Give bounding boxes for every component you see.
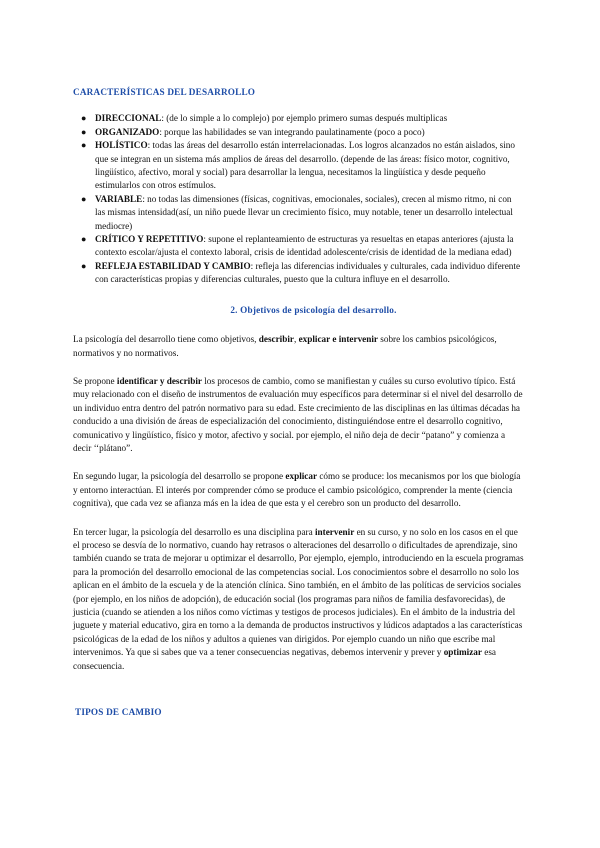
section-heading-tipos-de-cambio: TIPOS DE CAMBIO (75, 707, 162, 718)
paragraph-text: La psicología del desarrollo tiene como objetivos, (73, 334, 259, 345)
emphasis-text: describir (258, 334, 294, 345)
paragraph-objetivos (73, 333, 524, 360)
paragraph-intervenir (73, 526, 524, 673)
section-heading-objetivos: 2. Objetivos de psicología del desarrollo. (230, 304, 397, 315)
list-item-term: VARIABLE (95, 193, 143, 204)
emphasis-text: explicar (285, 471, 318, 482)
list-item (81, 260, 524, 287)
paragraph-explicar (73, 470, 524, 510)
bullet-icon: ● (81, 193, 87, 204)
list-item-text: : todas las áreas del desarrollo están interrelacionadas. Los logros alcanzados no están aislados, sino que se integran en un sistema más amplios de áreas del desarrollo. (depende de las áreas: físico motor, cognitivo, lingüístico, afectivo, moral y social) para desarrollar la lengua, necesitamos la lingüística y desde pequeño estimularlos con otros estímulos. (95, 140, 515, 191)
list-item-term: ORGANIZADO (95, 126, 160, 137)
paragraph-text: En tercer lugar, la psicología del desarrollo es una disciplina para (73, 526, 315, 537)
paragraph-text: los procesos de cambio, como se manifiestan y cuáles su curso evolutivo típico. Está muy relacionado con el diseño de instrumentos de evaluación muy específicos para determinar si el nivel del desarrollo de un individuo entra dentro del patrón normativo para su edad. Este crecimiento de las disciplinas en las últimas décadas ha conducido a una división de áreas de especialización del conocimiento, distinguiéndose entre el desarrollo cognitivo, comunicativo y lingüístico, físico y motor, afectivo y social. por ejemplo, el niño deja de decir “patano” y comienza a decir ‘‘plátano”. (73, 375, 523, 453)
paragraph-text: En segundo lugar, la psicología del desarrollo se propone (73, 471, 286, 482)
bullet-icon: ● (81, 140, 87, 151)
bullet-icon: ● (81, 113, 87, 124)
list-item (81, 193, 524, 233)
emphasis-text: explicar e intervenir (298, 334, 378, 345)
characteristics-list (73, 112, 524, 286)
paragraph-text: en su curso, y no solo en los casos en el que el proceso se desvía de lo normativo, cuando hay retrasos o alteraciones del desarrollo o dificultades de aprendizaje, sino también cuando se trata de mejorar u optimizar el desarrollo, Por ejemplo, ejemplo, introduciendo en la escuela programas para la promoción del desarrollo emocional de las competencias social. Los conocimientos sobre el desarrollo no solo los aplican en el ámbito de la escuela y de la atención clínica. Sino también, en el ámbito de las políticas de servicios sociales (por ejemplo, en los niños de adopción), de educación social (los programas para niños de familia desfavorecidas), de justicia (cuando se atienden a los niños como víctimas y testigos de procesos judiciales). En el ámbito de la industria del juguete y material educativo, gira en torno a la demanda de productos instructivos y lúdicos adaptados a las características psicológicas de la edad de los niños y adultos a quienes van dirigidos. Por ejemplo cuando un niño que escribe mal intervenimos. Ya que si sabes que va a tener consecuencias negativas, debemos intervenir y prever y (73, 526, 524, 658)
bullet-icon: ● (81, 260, 87, 271)
list-item (81, 139, 524, 193)
paragraph-text: sobre los cambios psicológicos, normativos y no normativos. (73, 334, 497, 358)
paragraph-text: , (293, 334, 299, 345)
list-item (81, 112, 524, 125)
list-item-term: HOLÍSTICO (95, 140, 148, 151)
list-item-term: DIRECCIONAL (95, 113, 162, 124)
section-heading-caracteristicas: CARACTERÍSTICAS DEL DESARROLLO (73, 87, 256, 97)
list-item-text: : porque las habilidades se van integrando paulatinamente (poco a poco) (159, 126, 425, 137)
emphasis-text: optimizar (443, 647, 482, 658)
list-item-text: : supone el replanteamiento de estructuras ya resueltas en etapas anteriores (ajusta la contexto escolar/ajusta el contexto laboral, crisis de identidad adolescente/crisis de identidad de la mediana edad) (95, 234, 514, 258)
paragraph-text: Se propone (73, 375, 117, 386)
emphasis-text: identificar y describir (116, 375, 202, 386)
bullet-icon: ● (81, 234, 87, 245)
paragraph-text: esa consecuencia. (73, 647, 497, 671)
bullet-icon: ● (81, 126, 87, 137)
list-item (81, 126, 524, 139)
list-item-term: CRÍTICO Y REPETITIVO (95, 234, 204, 245)
list-item-text: : refleja las diferencias individuales y culturales, cada individuo diferente con características propias y diferencias culturales, puesto que la cultura influye en el desarrollo. (95, 260, 521, 285)
list-item-text: : (de lo simple a lo complejo) por ejemplo primero sumas después multiplicas (161, 113, 448, 124)
emphasis-text: intervenir (315, 526, 355, 537)
paragraph-identificar (73, 375, 524, 455)
list-item-text: : no todas las dimensiones (físicas, cognitivas, emocionales, sociales), crecen al mismo ritmo, ni con las mismas intensidad(así, un niño puede llevar un crecimiento físico, muy notable, tener un desarrollo intelectual mediocre) (95, 193, 513, 231)
list-item (81, 233, 524, 260)
list-item-term: REFLEJA ESTABILIDAD Y CAMBIO (95, 260, 251, 271)
paragraph-text: cómo se produce: los mecanismos por los que biología y entorno interactúan. El interés por comprender cómo se produce el cambio psicológico, comprender la mente (ciencia cognitiva), que cada vez se afianza más en la idea de que esta y el cerebro son un producto del desarrollo. (73, 471, 521, 509)
